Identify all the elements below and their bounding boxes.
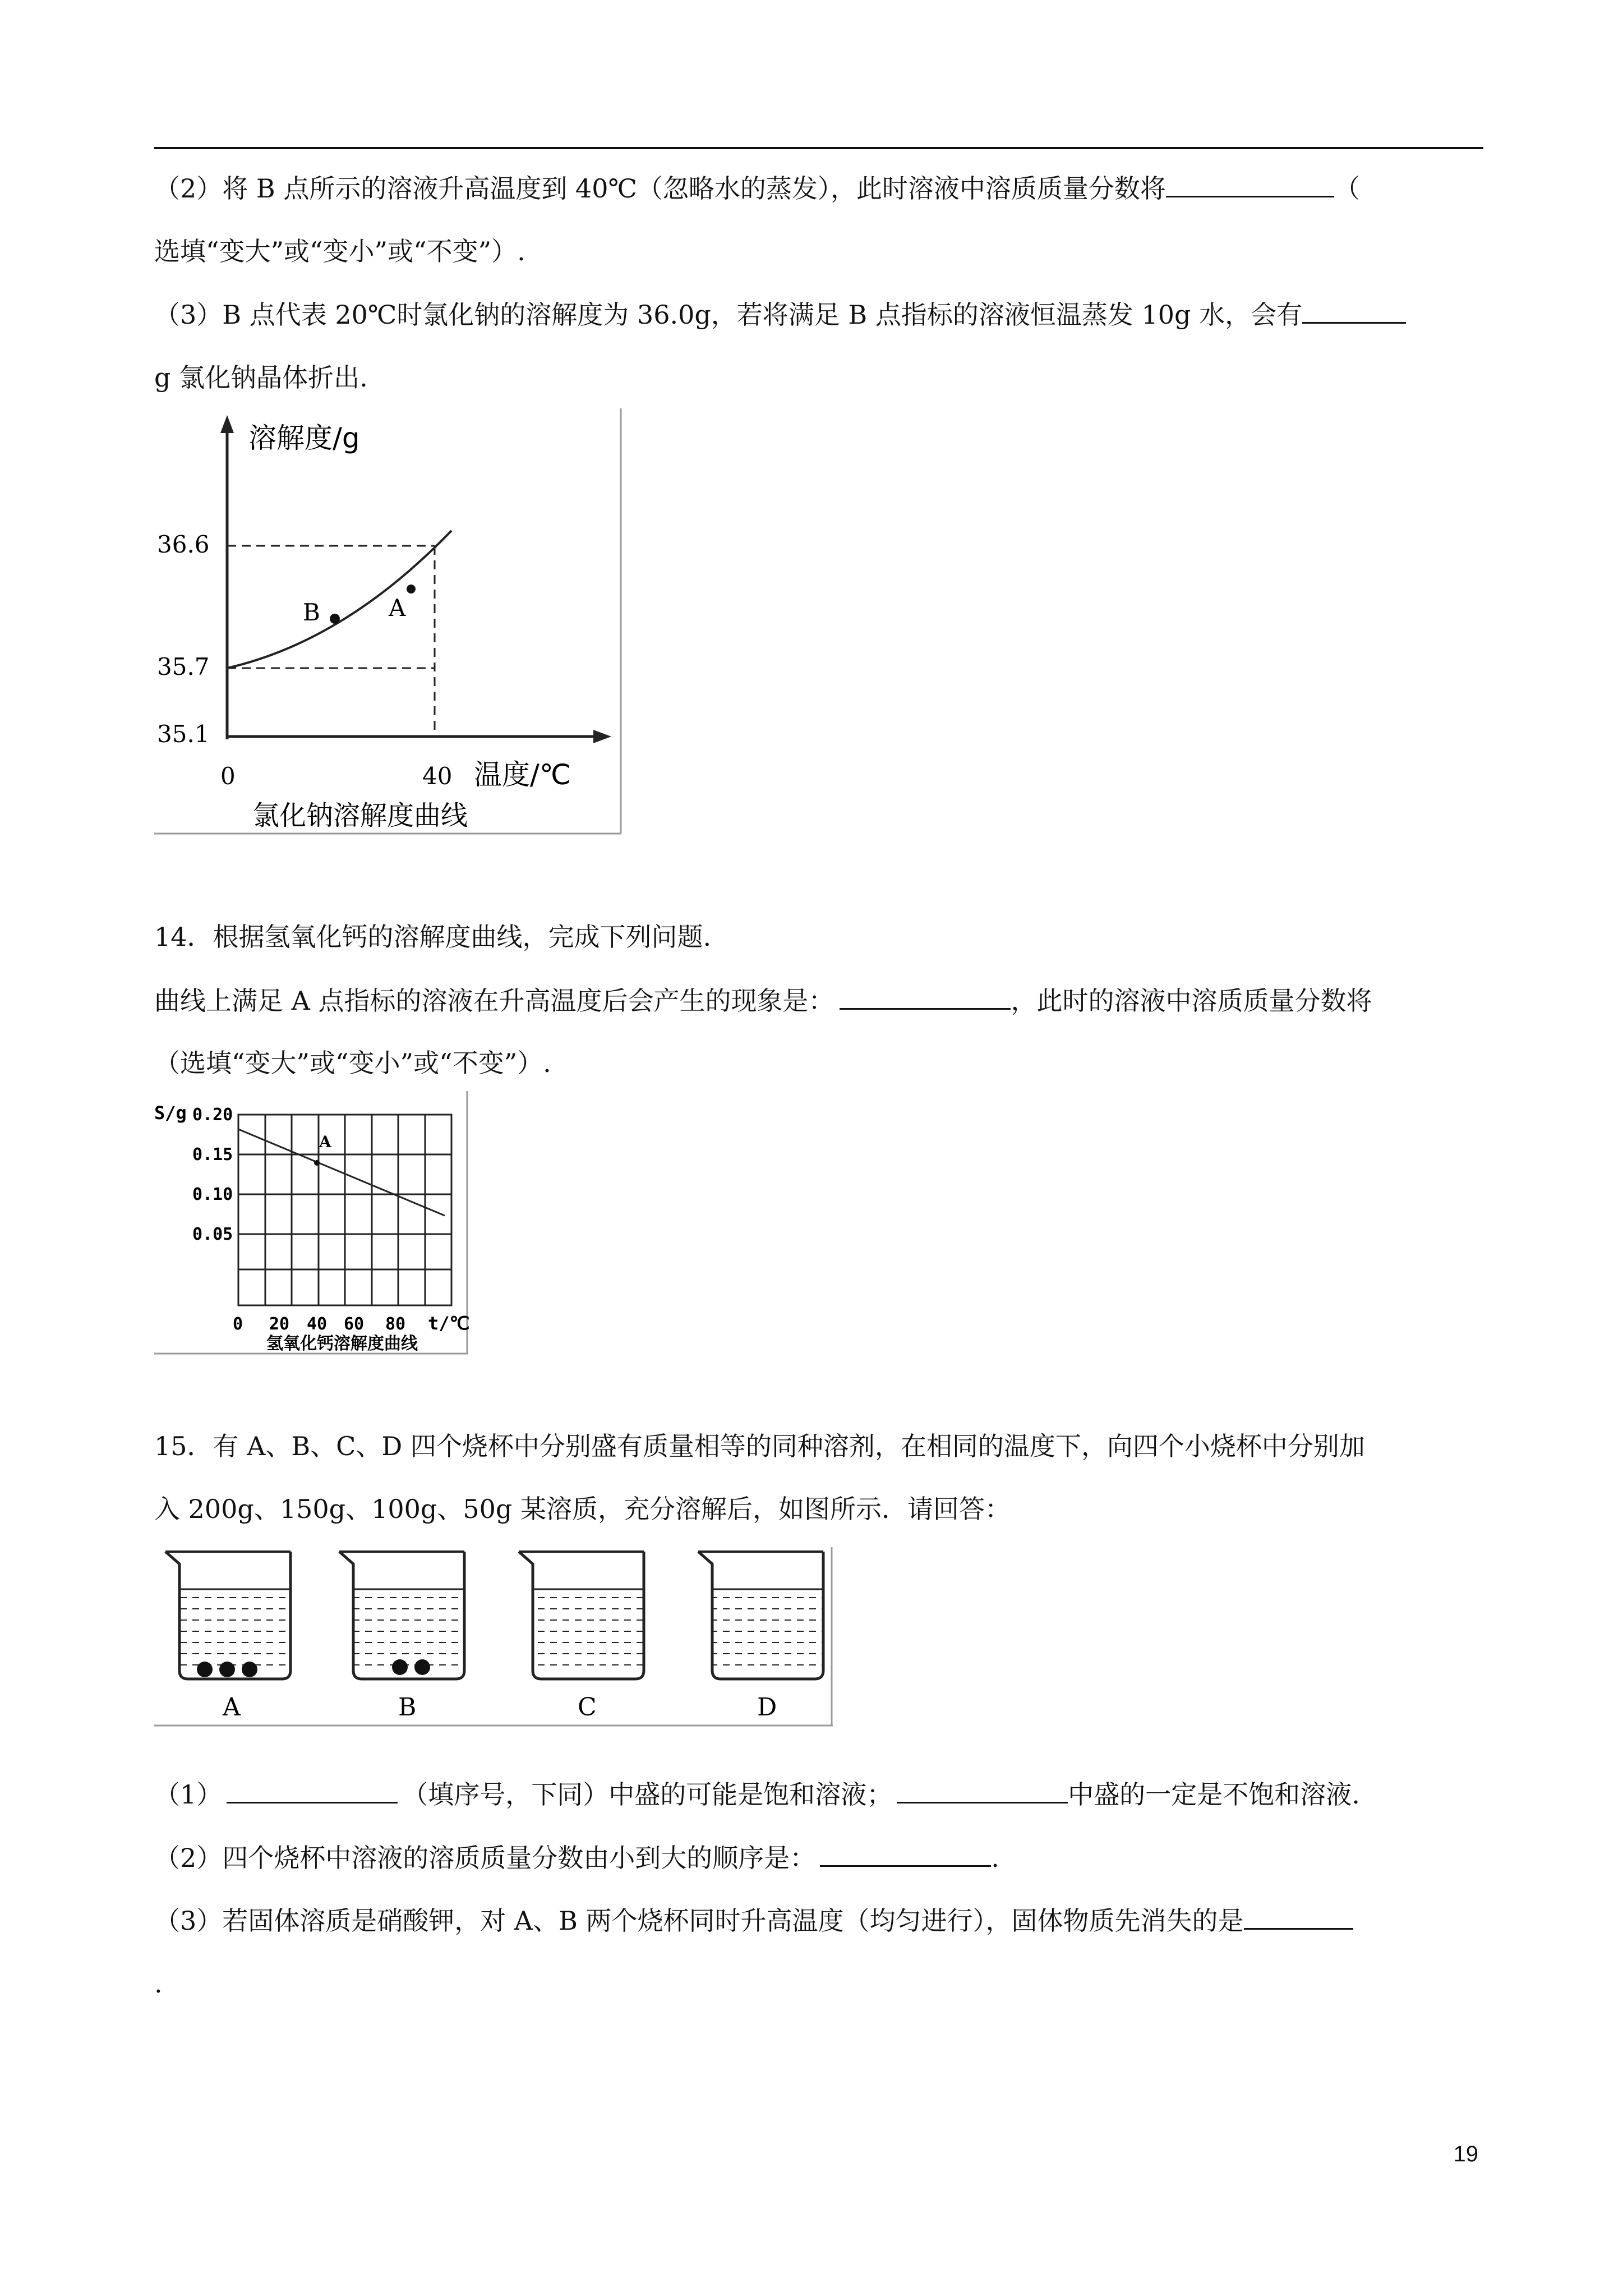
x-tick-40: 40: [422, 762, 453, 790]
x-tick-80: 80: [385, 1314, 406, 1334]
q13-part2-blank[interactable]: [1166, 171, 1334, 197]
nacl-solubility-figure: [154, 408, 628, 835]
q13-part3-blank[interactable]: [1302, 297, 1406, 324]
q13-part3-text: （3）B 点代表 20℃时氯化钠的溶解度为 36.0g，若将满足 B 点指标的溶液恒温蒸发 10g 水，会有: [154, 300, 1303, 330]
beaker-a: [165, 1552, 291, 1722]
y-tick-36-6: 36.6: [157, 531, 210, 558]
q15-part3-text: （3）若固体溶质是硝酸钾，对 A、B 两个烧杯同时升高温度（均匀进行），固体物质先消失的是: [154, 1906, 1244, 1936]
q15-part3-blank[interactable]: [1244, 1903, 1353, 1930]
y-tick-0-10: 0.10: [192, 1185, 233, 1204]
y-tick-35-7: 35.7: [157, 653, 210, 680]
q14-line1: [154, 983, 1372, 1018]
beaker-b: [339, 1552, 464, 1722]
q15-part2-text: （2）四个烧杯中溶液的溶质质量分数由小到大的顺序是：: [154, 1843, 816, 1873]
q13-part2-text: （2）将 B 点所示的溶液升高温度到 40℃（忽略水的蒸发），此时溶液中溶质质量分数将: [154, 173, 1166, 204]
point-a-dot: [314, 1160, 320, 1166]
q13-part2-line1: [154, 171, 1360, 205]
q15-part1: [154, 1777, 1360, 1811]
header-rule: [154, 147, 1483, 149]
caoh2-solubility-figure: [154, 1091, 471, 1355]
x-axis-arrow: [593, 730, 611, 743]
point-b-label: B: [303, 599, 320, 626]
q15-part1-num: （1）: [154, 1779, 223, 1810]
q15-part2-blank[interactable]: [820, 1841, 991, 1867]
point-b-dot: [330, 614, 340, 624]
x-axis-label: 温度/℃: [474, 758, 571, 791]
q15-part1-text: （填序号，下同）中盛的可能是饱和溶液；: [402, 1779, 893, 1810]
q13-part2-line2: 选填“变大”或“变小”或“不变”）.: [154, 236, 525, 266]
figure-caption: 氢氧化钙溶解度曲线: [266, 1334, 418, 1354]
q15-part3-line1: [154, 1903, 1353, 1938]
q15-part1-tail: 中盛的一定是不饱和溶液.: [1068, 1779, 1360, 1810]
x-tick-40: 40: [307, 1314, 328, 1334]
y-tick-35-1: 35.1: [157, 720, 210, 748]
q15-part3-line2: .: [154, 1968, 163, 1999]
q14-blank[interactable]: [840, 983, 1011, 1010]
q13-part3-line2: g 氯化钠晶体折出.: [154, 362, 368, 393]
y-axis-label: S/g: [154, 1102, 187, 1124]
x-axis-label: t/℃: [428, 1313, 470, 1334]
figure-caption: 氯化钠溶解度曲线: [252, 800, 468, 831]
solubility-curve: [227, 531, 451, 668]
beakers-figure: [154, 1547, 836, 1735]
y-axis-label: 溶解度/g: [248, 422, 360, 454]
q15-part1-blank1[interactable]: [227, 1777, 398, 1803]
point-a-label: A: [389, 594, 406, 622]
solubility-line: [238, 1129, 445, 1216]
beaker-a-label: A: [223, 1693, 241, 1722]
q15-part1-blank2[interactable]: [897, 1777, 1068, 1803]
beaker-b-label: B: [398, 1693, 417, 1722]
q15-part2: [154, 1841, 999, 1875]
y-tick-0-20: 0.20: [192, 1105, 233, 1125]
beaker-d-label: D: [757, 1693, 777, 1722]
q14-line2: （选填“变大”或“变小”或“不变”）.: [154, 1048, 551, 1078]
y-tick-0-05: 0.05: [192, 1225, 233, 1244]
q14-line1-text: 曲线上满足 A 点指标的溶液在升高温度后会产生的现象是：: [154, 986, 834, 1016]
q14-title: 14．根据氢氧化钙的溶解度曲线，完成下列问题.: [154, 922, 712, 952]
page-number: 19: [1453, 2142, 1478, 2166]
q13-part2-paren: （: [1334, 173, 1360, 204]
x-tick-0: 0: [233, 1314, 243, 1334]
y-axis-arrow: [220, 415, 234, 433]
point-a-dot: [407, 585, 416, 593]
q14-line1-tail: ，此时的溶液中溶质质量分数将: [1011, 986, 1372, 1016]
point-a-label: A: [319, 1133, 331, 1151]
beaker-c: [519, 1552, 644, 1722]
x-tick-20: 20: [269, 1314, 290, 1334]
q15-line2: 入 200g、150g、100g、50g 某溶质，充分溶解后，如图所示．请回答：: [154, 1494, 1011, 1524]
x-tick-60: 60: [344, 1314, 365, 1334]
x-tick-0: 0: [220, 762, 236, 790]
y-tick-0-15: 0.15: [192, 1145, 233, 1165]
q15-part2-tail: .: [991, 1843, 999, 1873]
q15-title: 15．有 A、B、C、D 四个烧杯中分别盛有质量相等的同种溶剂，在相同的温度下，向四个小烧杯中分别加: [154, 1431, 1365, 1461]
beaker-c-label: C: [578, 1693, 597, 1722]
q13-part3-line1: [154, 297, 1406, 332]
beaker-d: [698, 1552, 823, 1722]
